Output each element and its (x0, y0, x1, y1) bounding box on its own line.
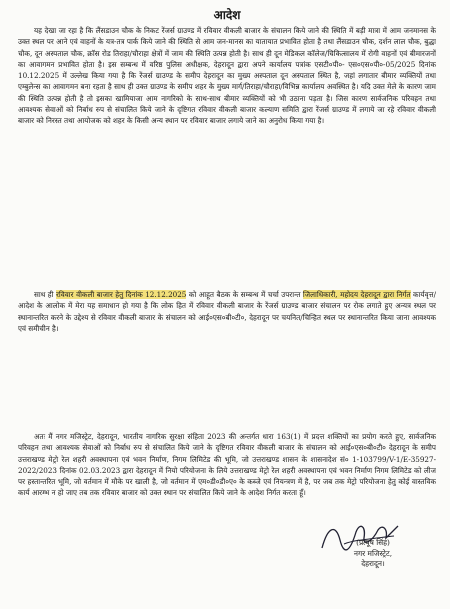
paragraph-2-text-b: को आहूत बैठक के सम्बन्ध में चर्चा उपरान्त (186, 290, 303, 299)
page-title: आदेश (213, 8, 241, 22)
paragraph-3: अतः मैं नगर मजिस्ट्रेट, देहरादून, भारतीय नागरिक सुरक्षा संहिता 2023 की अन्तर्गत धारा 163(1) में प्रदत्त शक्तियों का प्रयोग करते हुए, सार्वजनिक परिवहन तथा आवश्यक सेवाओं को निर्बाध रुप से संचालित किये जाने के दृष्टिगत रविवार वीकली बाजार के संचालन को आई०एस०बी०टी० देहरादून के समीप उत्तराखण्ड मेट्रो रेल शहरी अवस्थापना एवं भवन निर्माण, निगम लिमिटेड की भूमि, जो उत्तराखण्ड शासन के शासनादेश सं० 1-103799/V-1/E-35927-2022/2023 दिनांक 02.03.2023 द्वारा देहरादून में नियो परियोजना के लिये उत्तराखण्ड मेट्रो रेल शहरी अवस्थापना एवं भवन निर्माण निगम लिमिटेड को लीज पर हस्तान्तरित भूमि, जो वर्तमान में मौके पर खाली है, जो वर्तमान में एम०डी०डी०ए० के कब्जे एवं नियन्त्रण में है, पर जब तक मेट्रो परियोजना हेतु कोई वास्तविक कार्य आरम्भ न हो जाए तब तक रविवार बाजार को उक्त स्थान पर संचालित किये जाने के आदेश निर्गत करता हूँ। (18, 432, 436, 498)
paragraph-1: यह देखा जा रहा है कि लैंसडाउन चौक के निकट रेंजर्स ग्राउण्ड में रविवार वीकली बाजार के संचालन किये जाने की स्थिति में बड़ी मात्रा में आम जनमानस के उक्त स्थल पर आने एवं वाहनों के यत्र-तत्र पार्क किये जाने की स्थिति से आम जन-मानस का यातायात प्रभावित होता है तथा लैंसडाउन चौक, दर्शन लाल चौक, बुद्धा चौक, दून अस्पताल चौक, क्रॉस रोड तिराहा/चौराहा क्षेत्रों में जाम की स्थिति उत्पन्न होती है। साथ ही दून मेडिकल कॉलेज/चिकित्सालय में रोगी वाहनों एवं बीमारजनों का आवागमन प्रभावित होता है। इस सम्बन्ध में वरिष्ठ पुलिस अधीक्षक, देहरादून द्वारा अपने कार्यालय पत्रांक एसटी०पी०- एस०एस०पी०-05/2025 दिनांक 10.12.2025 में उल्लेख किया गया है कि रेंजर्स ग्राउण्ड के समीप देहरादून का मुख्य अस्पताल दून अस्पताल स्थित है, जहां लगातार बीमार व्यक्तियों तथा एम्बुलेन्स का आवागमन बना रहता है साथ ही उक्त ग्राउण्ड के समीप शहर के मुख्य मार्ग/तिराहा/चौराहा/विभिन्न कार्यालय अवस्थित है। यदि उक्त मेले के कारण जाम की स्थिति उत्पन्न होती है तो इसका खामियाजा आम नागरिको के साथ-साथ बीमार व्यक्तियों को भी उठाना पड़ता है। जिस कारण सार्वजनिक परिवहन तथा आवश्यक सेवाओं को निर्बाध रुप से संचालित किये जाने के दृष्टिगत रविवार वीकली बाजार कल्याण समिति द्वारा रेंजर्स ग्राउण्ड में लगाये जा रहे रविवार वीकली बाजार को निरस्त तथा आयोजक को शहर के किसी अन्य स्थान पर रविवार बाजार लगाये जाने का अनुरोध किया गया है। (18, 26, 436, 126)
highlight-dm-order: जिलाधिकारी, महोदय देहरादून द्वारा निर्गत (302, 290, 411, 299)
signatory-name: (प्रत्यूष सिंह) (356, 538, 390, 547)
paragraph-2 (18, 289, 436, 427)
signatory-place: देहरादून। (361, 559, 385, 568)
paragraph-2-text-a: साथ ही (34, 290, 56, 299)
signatory-designation: नगर मजिस्ट्रेट, (353, 548, 393, 558)
signature-block (318, 538, 428, 570)
highlight-meeting-date: रविवार वीकली बाजार हेतु दिनांक 12.12.2025 (55, 290, 187, 299)
paragraph-2-text-c: कार्यवृत्त/आदेश के आलोक में मेरा यह समाधान हो गया है कि लोक हित में रविवार वीकली बाजार के रेंजर्स ग्राउण्ड बाजार संचालन पर रोक लगाते हुए अन्यत्र स्थल पर स्थानान्तरित करने के उद्देश्य से रविवार वीकली बाजार के संचालन को आई०एस०बी०टी०, देहरादून पर चयनित/चिन्हित स्थल पर स्थानान्तरित किया जाना आवश्यक एवं समीचीन है। (18, 290, 436, 333)
